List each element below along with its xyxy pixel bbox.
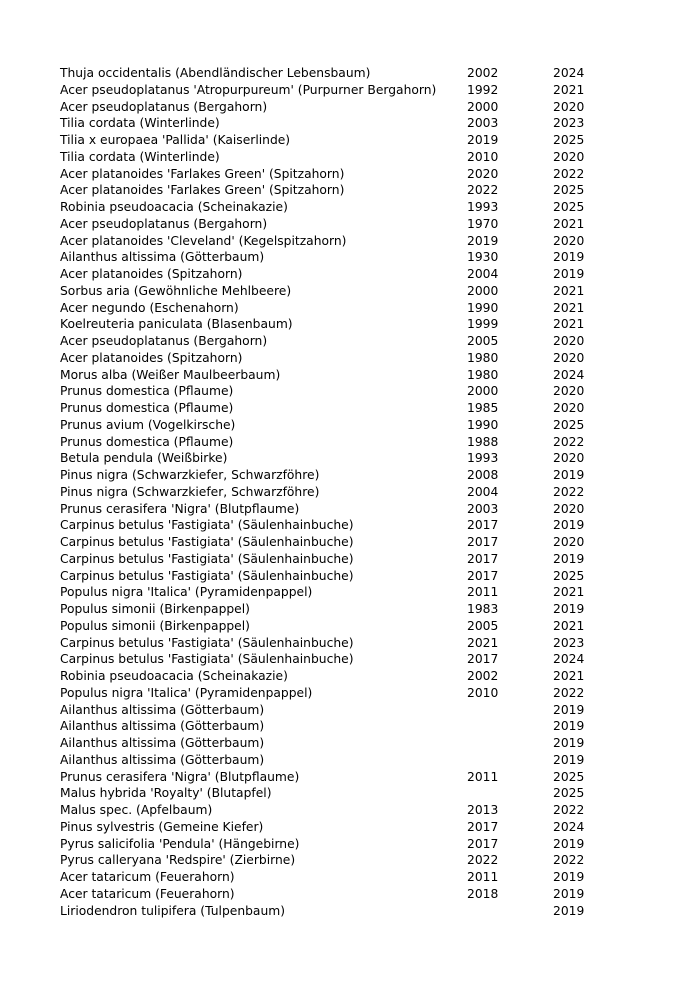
table-row xyxy=(60,216,613,233)
year-b-cell: 2020 xyxy=(553,535,585,549)
table-row xyxy=(60,132,613,149)
year-a-cell: 2011 xyxy=(467,585,499,600)
year-a-cell xyxy=(467,735,553,752)
table-row xyxy=(60,702,613,719)
year-a-cell: 1993 xyxy=(467,200,499,214)
year-b-cell: 2019 xyxy=(553,719,585,734)
tree-list-table xyxy=(60,65,613,919)
table-row xyxy=(60,651,613,668)
year-b-cell: 2020 xyxy=(553,501,585,516)
year-b-cell: 2019 xyxy=(553,836,585,851)
table-row xyxy=(60,785,613,802)
species-cell: Acer platanoides 'Cleveland' (Kegelspitzahorn) xyxy=(60,233,347,248)
table-row xyxy=(60,886,613,903)
year-a-cell: 2005 xyxy=(467,618,499,633)
table-row xyxy=(60,618,613,635)
species-cell: Pyrus calleryana 'Redspire' (Zierbirne) xyxy=(60,853,296,868)
year-a-cell: 1970 xyxy=(467,216,499,231)
species-cell: Acer negundo (Eschenahorn) xyxy=(60,300,239,315)
table-row xyxy=(60,99,613,116)
species-cell: Tilia x europaea 'Pallida' (Kaiserlinde) xyxy=(60,133,291,147)
year-b-cell: 2024 xyxy=(553,819,585,834)
year-b-cell: 2023 xyxy=(553,635,585,650)
table-row xyxy=(60,852,613,869)
year-b-cell: 2021 xyxy=(553,283,585,298)
year-a-cell: 2005 xyxy=(467,334,499,348)
table-row xyxy=(60,635,613,652)
species-cell: Acer pseudoplatanus (Bergahorn) xyxy=(60,216,268,231)
species-cell: Acer pseudoplatanus (Bergahorn) xyxy=(60,99,268,114)
species-cell: Prunus domestica (Pflaume) xyxy=(60,434,234,449)
year-a-cell: 2017 xyxy=(467,518,499,533)
year-a-cell: 2004 xyxy=(467,267,499,281)
year-a-cell: 2017 xyxy=(467,551,499,566)
species-cell: Carpinus betulus 'Fastigiata' (Säulenhainbuche) xyxy=(60,568,354,583)
table-row xyxy=(60,350,613,367)
table-row xyxy=(60,685,613,702)
table-row xyxy=(60,534,613,551)
year-b-cell: 2021 xyxy=(553,669,585,683)
species-cell: Sorbus aria (Gewöhnliche Mehlbeere) xyxy=(60,283,292,298)
species-cell: Pyrus salicifolia 'Pendula' (Hängebirne) xyxy=(60,836,300,851)
species-cell: Pinus sylvestris (Gemeine Kiefer) xyxy=(60,819,264,834)
year-b-cell: 2025 xyxy=(553,568,585,583)
table-row xyxy=(60,316,613,333)
year-b-cell: 2025 xyxy=(553,786,585,801)
species-cell: Carpinus betulus 'Fastigiata' (Säulenhainbuche) xyxy=(60,551,354,566)
year-a-cell: 2002 xyxy=(467,66,499,80)
year-b-cell: 2021 xyxy=(553,82,585,97)
year-b-cell: 2022 xyxy=(553,166,585,181)
species-cell: Robinia pseudoacacia (Scheinakazie) xyxy=(60,200,288,214)
year-b-cell: 2021 xyxy=(553,585,585,600)
year-a-cell: 2011 xyxy=(467,769,499,784)
species-cell: Carpinus betulus 'Fastigiata' (Säulenhainbuche) xyxy=(60,535,354,549)
table-row xyxy=(60,718,613,735)
table-row xyxy=(60,115,613,132)
species-cell: Ailanthus altissima (Götterbaum) xyxy=(60,736,265,750)
table-row xyxy=(60,869,613,886)
table-row xyxy=(60,367,613,384)
year-b-cell: 2019 xyxy=(553,752,585,767)
year-a-cell: 1983 xyxy=(467,602,499,616)
species-cell: Pinus nigra (Schwarzkiefer, Schwarzföhre) xyxy=(60,468,320,482)
table-row xyxy=(60,182,613,199)
year-a-cell: 2021 xyxy=(467,635,499,650)
year-b-cell: 2025 xyxy=(553,769,585,784)
year-b-cell: 2020 xyxy=(553,233,585,248)
species-cell: Acer platanoides (Spitzahorn) xyxy=(60,350,243,365)
year-a-cell: 2019 xyxy=(467,233,499,248)
year-a-cell: 2017 xyxy=(467,535,499,549)
species-cell: Prunus domestica (Pflaume) xyxy=(60,401,234,415)
table-row xyxy=(60,752,613,769)
table-row xyxy=(60,233,613,250)
year-a-cell: 2013 xyxy=(467,803,499,817)
year-a-cell: 2022 xyxy=(467,183,499,198)
year-a-cell xyxy=(467,702,553,719)
species-cell: Acer tataricum (Feuerahorn) xyxy=(60,886,235,901)
year-a-cell: 2000 xyxy=(467,99,499,114)
table-row xyxy=(60,249,613,266)
year-a-cell: 2000 xyxy=(467,384,499,399)
year-a-cell: 1993 xyxy=(467,451,499,466)
year-b-cell: 2022 xyxy=(553,434,585,449)
species-cell: Malus spec. (Apfelbaum) xyxy=(60,803,213,817)
year-b-cell: 2020 xyxy=(553,149,585,164)
year-a-cell: 1990 xyxy=(467,417,499,432)
table-row xyxy=(60,300,613,317)
year-b-cell: 2022 xyxy=(553,685,585,700)
species-cell: Carpinus betulus 'Fastigiata' (Säulenhainbuche) xyxy=(60,518,354,533)
species-cell: Populus nigra 'Italica' (Pyramidenpappel) xyxy=(60,685,313,700)
year-b-cell: 2022 xyxy=(553,803,585,817)
year-b-cell: 2025 xyxy=(553,133,585,147)
table-row xyxy=(60,769,613,786)
year-b-cell: 2019 xyxy=(553,468,585,482)
species-cell: Morus alba (Weißer Maulbeerbaum) xyxy=(60,367,281,382)
table-row xyxy=(60,551,613,568)
year-b-cell: 2020 xyxy=(553,350,585,365)
species-cell: Ailanthus altissima (Götterbaum) xyxy=(60,250,265,265)
table-row xyxy=(60,149,613,166)
species-cell: Populus simonii (Birkenpappel) xyxy=(60,618,250,633)
year-a-cell: 2002 xyxy=(467,669,499,683)
year-b-cell: 2020 xyxy=(553,401,585,415)
year-b-cell: 2025 xyxy=(553,183,585,198)
table-row xyxy=(60,400,613,417)
table-row xyxy=(60,668,613,685)
year-a-cell xyxy=(467,903,553,920)
species-cell: Pinus nigra (Schwarzkiefer, Schwarzföhre) xyxy=(60,484,320,499)
year-a-cell: 2018 xyxy=(467,886,499,901)
year-a-cell: 2022 xyxy=(467,853,499,868)
year-b-cell: 2019 xyxy=(553,250,585,265)
year-b-cell: 2019 xyxy=(553,886,585,901)
year-b-cell: 2025 xyxy=(553,200,585,214)
table-row xyxy=(60,802,613,819)
species-cell: Populus simonii (Birkenpappel) xyxy=(60,602,250,616)
table-row xyxy=(60,417,613,434)
species-cell: Prunus avium (Vogelkirsche) xyxy=(60,417,236,432)
species-cell: Ailanthus altissima (Götterbaum) xyxy=(60,719,265,734)
year-a-cell: 1930 xyxy=(467,250,499,265)
year-b-cell: 2022 xyxy=(553,484,585,499)
table-row xyxy=(60,82,613,99)
year-a-cell xyxy=(467,785,553,802)
year-a-cell: 2011 xyxy=(467,870,499,884)
year-a-cell: 1988 xyxy=(467,434,499,449)
species-cell: Acer tataricum (Feuerahorn) xyxy=(60,870,235,884)
year-a-cell: 2003 xyxy=(467,116,499,131)
species-cell: Tilia cordata (Winterlinde) xyxy=(60,116,220,131)
species-cell: Carpinus betulus 'Fastigiata' (Säulenhainbuche) xyxy=(60,635,354,650)
year-b-cell: 2019 xyxy=(553,551,585,566)
year-a-cell: 1980 xyxy=(467,367,499,382)
year-b-cell: 2024 xyxy=(553,66,585,80)
year-b-cell: 2024 xyxy=(553,652,585,667)
year-b-cell: 2019 xyxy=(553,903,585,918)
table-row xyxy=(60,166,613,183)
table-row xyxy=(60,333,613,350)
species-cell: Acer pseudoplatanus 'Atropurpureum' (Purpurner Bergahorn) xyxy=(60,82,437,97)
year-a-cell xyxy=(467,752,553,769)
year-b-cell: 2021 xyxy=(553,300,585,315)
table-row xyxy=(60,467,613,484)
year-b-cell: 2019 xyxy=(553,518,585,533)
year-a-cell: 2017 xyxy=(467,836,499,851)
species-cell: Acer pseudoplatanus (Bergahorn) xyxy=(60,334,268,348)
year-b-cell: 2020 xyxy=(553,384,585,399)
species-cell: Prunus cerasifera 'Nigra' (Blutpflaume) xyxy=(60,501,300,516)
table-row xyxy=(60,199,613,216)
year-b-cell: 2022 xyxy=(553,853,585,868)
year-a-cell: 2020 xyxy=(467,166,499,181)
species-cell: Acer platanoides 'Farlakes Green' (Spitzahorn) xyxy=(60,183,345,198)
species-cell: Acer platanoides 'Farlakes Green' (Spitzahorn) xyxy=(60,166,345,181)
species-cell: Acer platanoides (Spitzahorn) xyxy=(60,267,243,281)
table-row xyxy=(60,501,613,518)
year-b-cell: 2023 xyxy=(553,116,585,131)
year-b-cell: 2019 xyxy=(553,267,585,281)
year-a-cell: 2017 xyxy=(467,819,499,834)
table-row xyxy=(60,450,613,467)
species-cell: Tilia cordata (Winterlinde) xyxy=(60,149,220,164)
year-a-cell: 1992 xyxy=(467,82,499,97)
table-row xyxy=(60,517,613,534)
species-cell: Betula pendula (Weißbirke) xyxy=(60,451,228,466)
species-cell: Malus hybrida 'Royalty' (Blutapfel) xyxy=(60,786,272,801)
year-b-cell: 2024 xyxy=(553,367,585,382)
year-a-cell: 2010 xyxy=(467,685,499,700)
table-row xyxy=(60,735,613,752)
species-cell: Ailanthus altissima (Götterbaum) xyxy=(60,702,265,717)
year-b-cell: 2021 xyxy=(553,618,585,633)
year-a-cell: 2010 xyxy=(467,149,499,164)
table-row xyxy=(60,836,613,853)
tree-list-body xyxy=(60,65,613,919)
year-b-cell: 2021 xyxy=(553,317,585,332)
species-cell: Carpinus betulus 'Fastigiata' (Säulenhainbuche) xyxy=(60,652,354,667)
year-a-cell: 2008 xyxy=(467,468,499,482)
table-row xyxy=(60,266,613,283)
year-a-cell: 1980 xyxy=(467,350,499,365)
year-b-cell: 2019 xyxy=(553,602,585,616)
year-a-cell xyxy=(467,718,553,735)
table-row xyxy=(60,584,613,601)
species-cell: Ailanthus altissima (Götterbaum) xyxy=(60,752,265,767)
year-a-cell: 2003 xyxy=(467,501,499,516)
year-a-cell: 2017 xyxy=(467,652,499,667)
table-row xyxy=(60,601,613,618)
year-a-cell: 2019 xyxy=(467,133,499,147)
species-cell: Liriodendron tulipifera (Tulpenbaum) xyxy=(60,903,286,918)
table-row xyxy=(60,283,613,300)
year-b-cell: 2019 xyxy=(553,736,585,750)
year-b-cell: 2020 xyxy=(553,99,585,114)
year-b-cell: 2019 xyxy=(553,870,585,884)
year-b-cell: 2025 xyxy=(553,417,585,432)
table-row xyxy=(60,568,613,585)
species-cell: Robinia pseudoacacia (Scheinakazie) xyxy=(60,669,288,683)
table-row xyxy=(60,65,613,82)
year-b-cell: 2019 xyxy=(553,702,585,717)
year-a-cell: 1999 xyxy=(467,317,499,332)
year-b-cell: 2021 xyxy=(553,216,585,231)
year-a-cell: 2000 xyxy=(467,283,499,298)
year-a-cell: 1990 xyxy=(467,300,499,315)
year-a-cell: 2004 xyxy=(467,484,499,499)
table-row xyxy=(60,903,613,920)
year-a-cell: 1985 xyxy=(467,401,499,415)
year-b-cell: 2020 xyxy=(553,334,585,348)
table-row xyxy=(60,383,613,400)
year-b-cell: 2020 xyxy=(553,451,585,466)
species-cell: Thuja occidentalis (Abendländischer Lebensbaum) xyxy=(60,66,371,80)
table-row xyxy=(60,434,613,451)
species-cell: Koelreuteria paniculata (Blasenbaum) xyxy=(60,317,293,332)
year-a-cell: 2017 xyxy=(467,568,499,583)
species-cell: Prunus domestica (Pflaume) xyxy=(60,384,234,399)
table-row xyxy=(60,484,613,501)
species-cell: Prunus cerasifera 'Nigra' (Blutpflaume) xyxy=(60,769,300,784)
species-cell: Populus nigra 'Italica' (Pyramidenpappel) xyxy=(60,585,313,600)
table-row xyxy=(60,819,613,836)
